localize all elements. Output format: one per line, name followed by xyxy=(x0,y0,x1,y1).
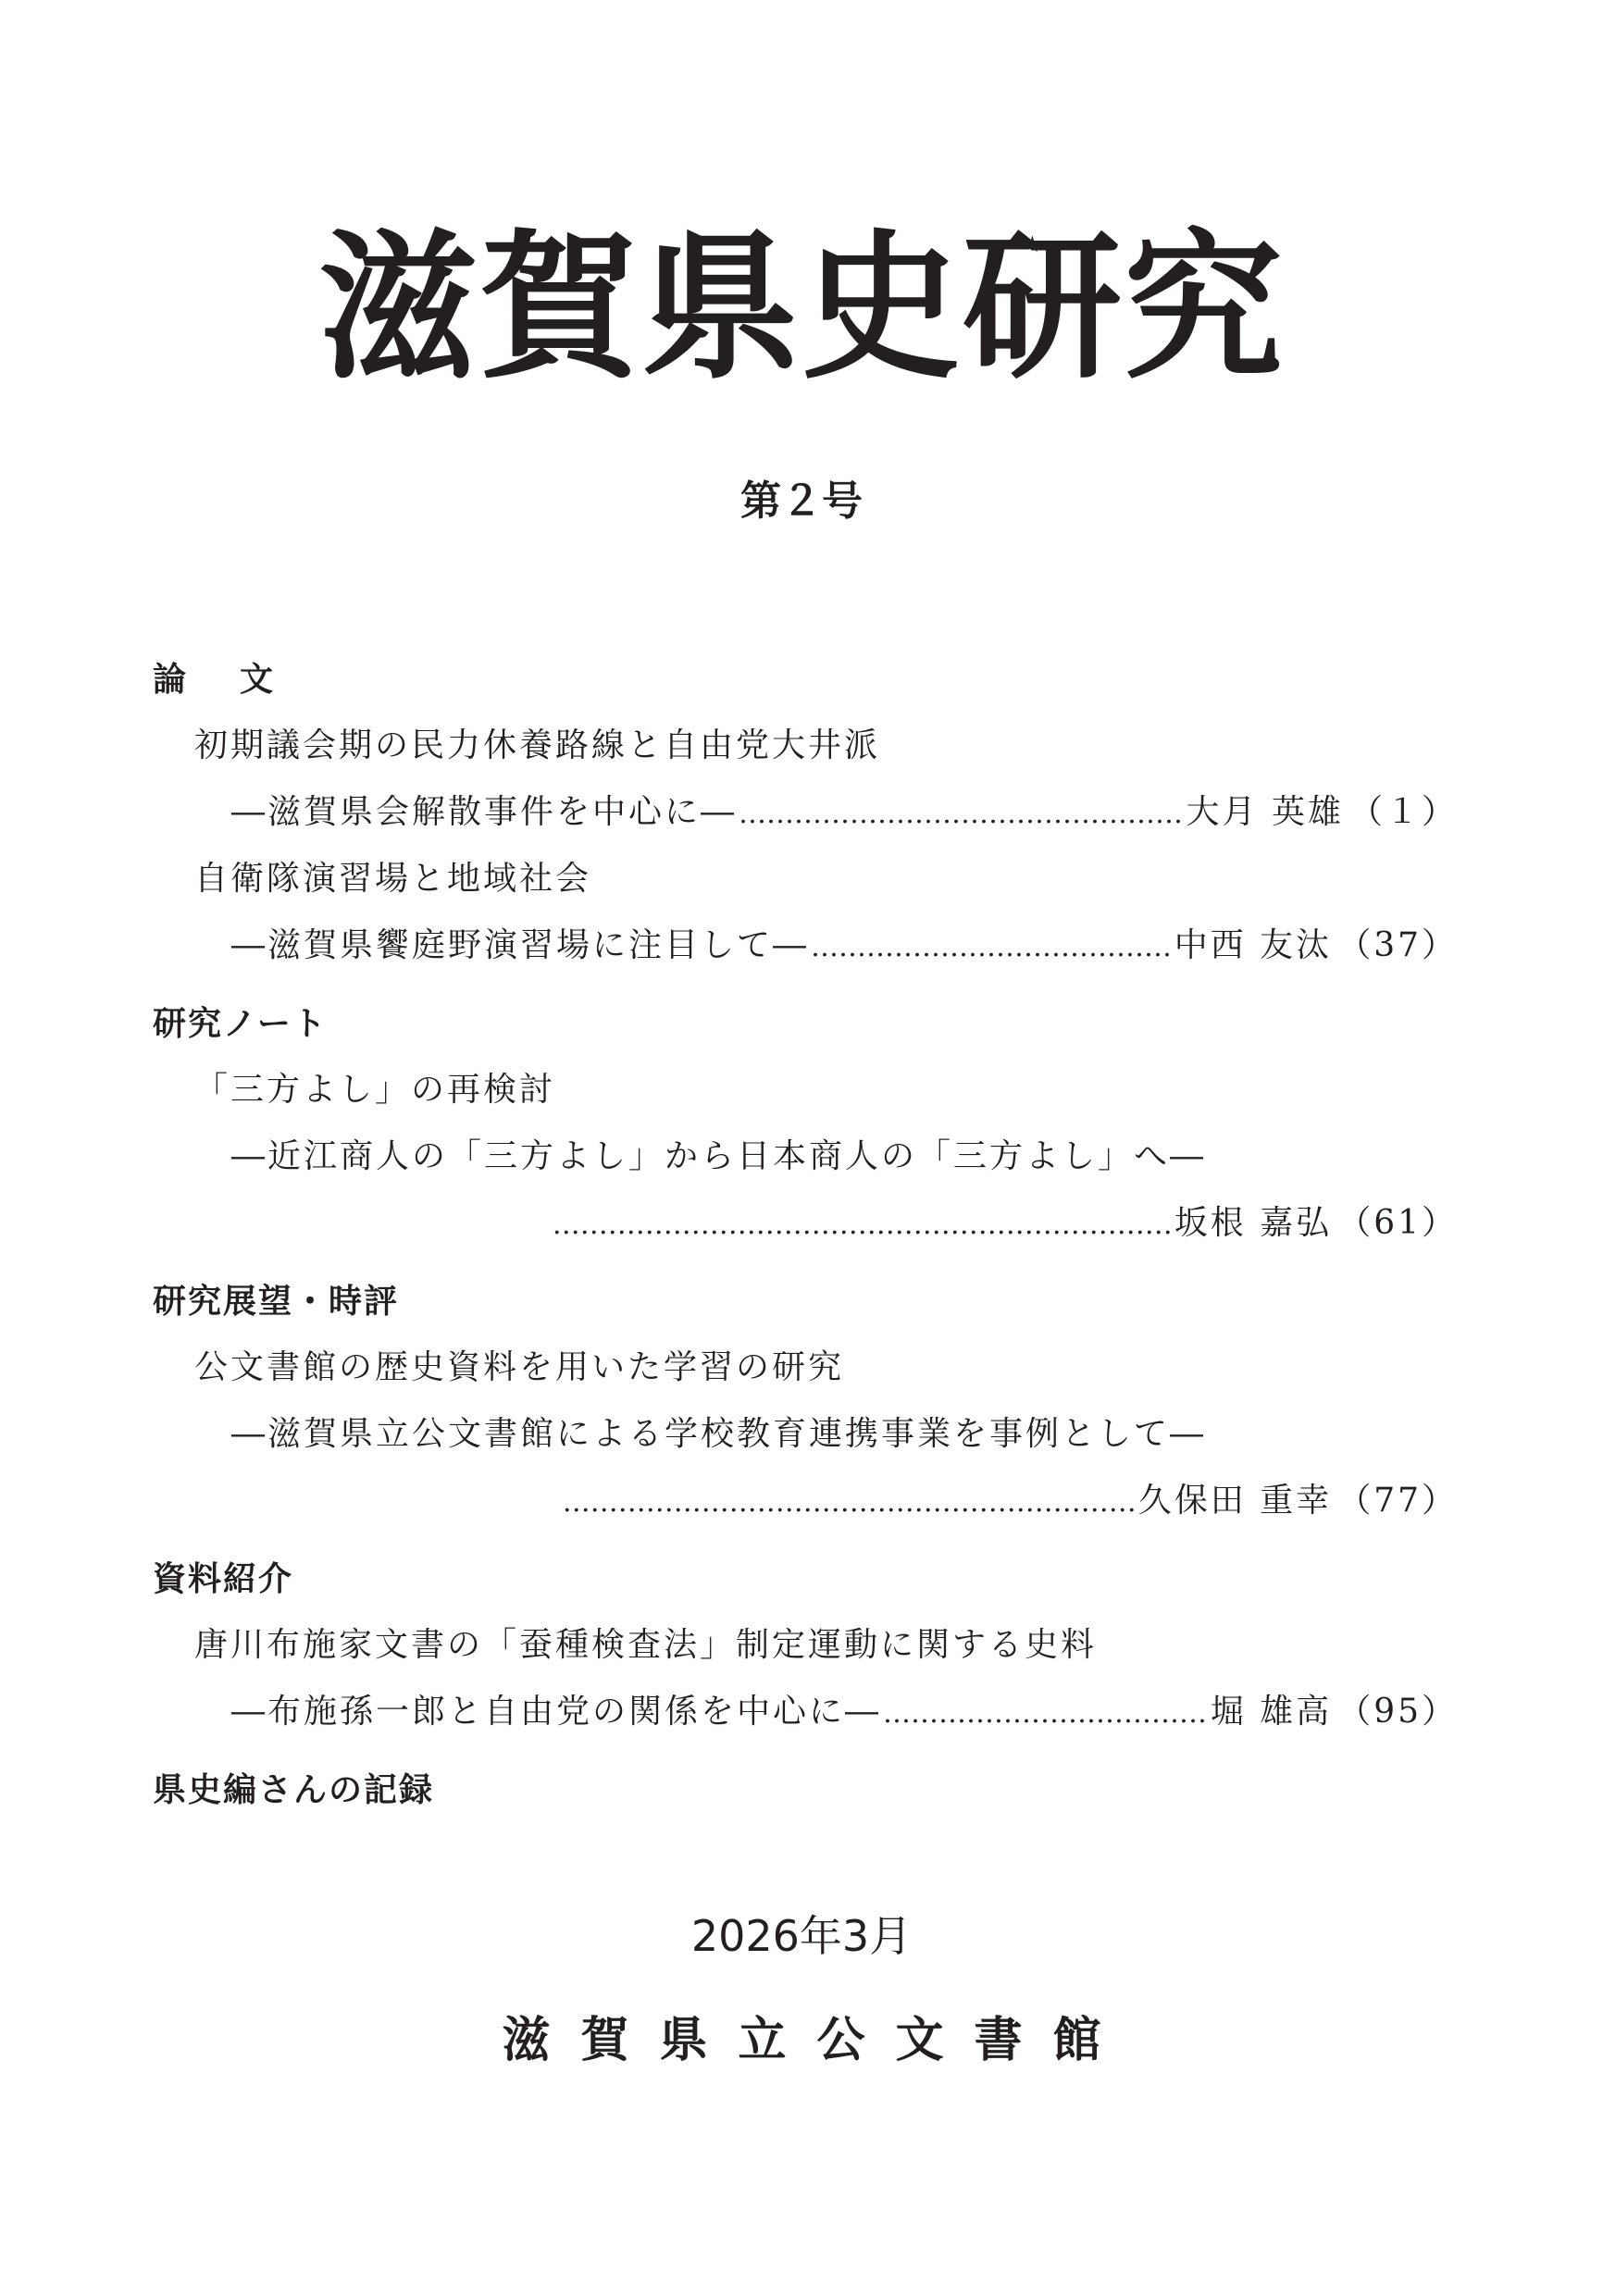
dot-leader xyxy=(883,1681,1209,1747)
entry-subtitle: ―滋賀県会解散事件を中心に― xyxy=(231,793,738,831)
toc-section-review xyxy=(153,1270,1458,1534)
entry-author: 大月 英雄 xyxy=(1186,793,1344,831)
entry-title: 初期議会期の民力休養路線と自由党大井派 xyxy=(194,726,881,764)
section-heading: 論文 xyxy=(153,661,328,699)
entry-subtitle-line xyxy=(153,1123,1458,1190)
entry-author: 中西 友汰 xyxy=(1174,926,1333,964)
entry-subtitle: ―滋賀県饗庭野演習場に注目して― xyxy=(231,926,810,964)
section-heading: 研究ノート xyxy=(153,1005,328,1043)
entry-subtitle-line xyxy=(153,1401,1458,1468)
entry-author: 久保田 重幸 xyxy=(1137,1482,1333,1520)
toc-entry-line xyxy=(153,1190,1458,1257)
dot-leader xyxy=(553,1192,1173,1259)
table-of-contents xyxy=(153,648,1458,1836)
toc-entry-line xyxy=(153,912,1458,979)
entry-page: （95） xyxy=(1337,1693,1458,1731)
dot-leader xyxy=(739,781,1185,848)
issue-number: 第２号 xyxy=(740,478,863,525)
dot-leader xyxy=(563,1470,1137,1536)
entry-subtitle: ―滋賀県立公文書館による学校教育連携事業を事例として― xyxy=(231,1415,1207,1453)
section-heading: 資料紹介 xyxy=(153,1560,294,1598)
entry-title: 公文書館の歴史資料を用いた学習の研究 xyxy=(194,1348,845,1386)
entry-title: 「三方よし」の再検討 xyxy=(194,1071,556,1109)
section-heading: 研究展望・時評 xyxy=(153,1283,400,1321)
entry-page: （１） xyxy=(1348,793,1458,831)
entry-title: 自衛隊演習場と地域社会 xyxy=(194,860,592,898)
toc-section-research-notes xyxy=(153,992,1458,1257)
toc-entry-line xyxy=(153,1468,1458,1534)
entry-page: （77） xyxy=(1337,1482,1458,1520)
entry-page: （37） xyxy=(1337,926,1458,964)
entry-subtitle: ―布施孫一郎と自由党の関係を中心に― xyxy=(231,1693,882,1731)
toc-entry-line xyxy=(153,1679,1458,1745)
toc-entry-line xyxy=(153,779,1458,846)
entry-title: 唐川布施家文書の「蚕種検査法」制定運動に関する史料 xyxy=(194,1626,1098,1664)
entry-author: 坂根 嘉弘 xyxy=(1174,1204,1333,1242)
publication-date: 2026年3月 xyxy=(690,1911,913,1961)
dot-leader xyxy=(811,914,1173,981)
section-heading: 県史編さんの記録 xyxy=(153,1771,435,1809)
toc-section-materials xyxy=(153,1547,1458,1745)
entry-subtitle: ―近江商人の「三方よし」から日本商人の「三方よし」へ― xyxy=(231,1137,1207,1175)
toc-section-articles xyxy=(153,648,1458,979)
publisher-name: 滋賀県立公文書館 xyxy=(502,2013,1132,2068)
toc-section-records xyxy=(153,1758,1458,1823)
entry-page: （61） xyxy=(1337,1204,1458,1242)
journal-title: 滋賀県史研究 xyxy=(318,215,1285,401)
entry-author: 堀 雄高 xyxy=(1210,1693,1333,1731)
